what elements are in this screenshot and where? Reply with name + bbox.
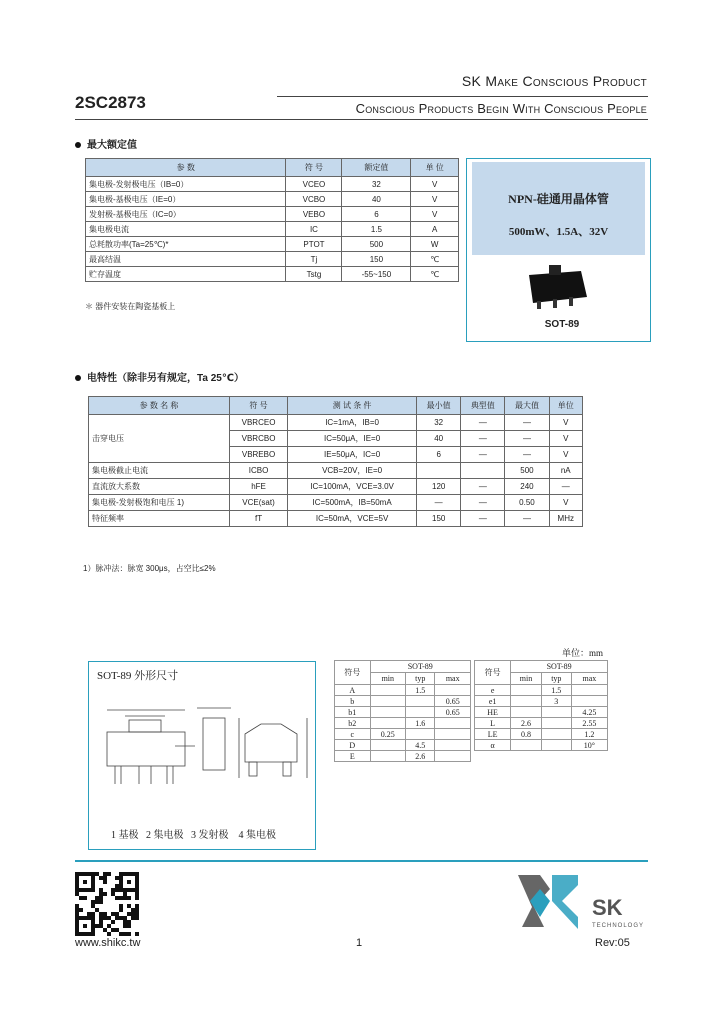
table-cell: 最高结温 [86,252,286,267]
section-max-ratings-title: 最大额定值 [75,136,137,151]
table-cell: D [335,740,371,751]
col-header: max [435,673,471,685]
outline-drawing-box [88,661,316,850]
table-cell: — [461,415,505,431]
package-label: SOT-89 [544,319,580,330]
table-cell: 120 [417,479,461,495]
max-ratings-table [85,158,459,282]
table-cell: 0.50 [505,495,549,511]
table-row [86,267,459,282]
col-header: min [511,673,542,685]
table-row [335,740,471,751]
table-row [89,511,583,527]
table-cell: VCBO [286,192,342,207]
table-cell: ℃ [411,267,459,282]
table-cell: 0.65 [435,696,471,707]
table-cell: 直流放大系数 [89,479,230,495]
table-cell: VCEO [286,177,342,192]
table-cell [571,685,607,696]
table-row [475,696,608,707]
table-cell: 1.2 [571,729,607,740]
table-row [475,729,608,740]
table-cell: 1.5 [342,222,411,237]
table-cell: — [461,447,505,463]
table-cell: 0.65 [435,707,471,718]
table-cell: 150 [417,511,461,527]
page-number: 1 [356,937,363,949]
table-row [89,495,583,511]
table-header: 符 号 [229,397,287,415]
brand-subtitle: TECHNOLOGY [592,923,645,929]
table-cell: 1.5 [541,685,571,696]
table-cell [435,751,471,762]
slogan-bottom: Conscious Products Begin With Conscious People [355,101,647,116]
table-cell: 集电极电流 [86,222,286,237]
table-cell: Tj [286,252,342,267]
table-cell: 1.6 [406,718,435,729]
table-cell: L [475,718,511,729]
table-cell [370,696,406,707]
table-row [475,740,608,751]
table-row [335,718,471,729]
summary-rating: 500mW、1.5A、32V [508,226,609,238]
table-row [86,207,459,222]
footer-rule [75,860,648,862]
table-cell: 40 [342,192,411,207]
table-cell: 32 [342,177,411,192]
max-ratings-note: ＊ 器件安装在陶瓷基板上 [85,302,176,311]
table-cell: 40 [417,431,461,447]
table-cell: 0.25 [370,729,406,740]
symbol-header: 符号 [475,661,511,685]
table-cell: ℃ [411,252,459,267]
table-cell: 集电极截止电流 [89,463,230,479]
table-row [86,222,459,237]
bullet-icon [75,142,81,148]
revision: Rev:05 [595,937,630,949]
table-cell: 集电极-发射极电压（IB=0） [86,177,286,192]
table-cell: MHz [549,511,582,527]
table-cell: V [549,431,582,447]
table-cell: 2.55 [571,718,607,729]
table-cell [370,718,406,729]
table-header: 最小值 [417,397,461,415]
table-cell: E [335,751,371,762]
section-electrical-title: 电特性（除非另有规定，Ta 25℃） [75,369,244,384]
table-cell: 总耗散功率(Ta=25℃)* [86,237,286,252]
table-cell [571,696,607,707]
pin-legend: 1 基极 2 集电极 3 发射极 4 集电极 [111,830,276,841]
sot89-package-icon [519,263,599,313]
table-cell [370,751,406,762]
table-cell [417,463,461,479]
table-cell [435,729,471,740]
table-header: 参 数 名 称 [89,397,230,415]
table-cell: — [461,495,505,511]
table-header: 单 位 [411,159,459,177]
table-row [86,192,459,207]
table-row [89,479,583,495]
table-cell: — [505,431,549,447]
table-header: 符 号 [286,159,342,177]
table-cell: 集电极-发射极饱和电压 1) [89,495,230,511]
bullet-icon [75,375,81,381]
table-header: 典型值 [461,397,505,415]
table-cell: nA [549,463,582,479]
table-cell: V [411,177,459,192]
table-cell: V [411,192,459,207]
table-cell [541,707,571,718]
table-cell: ICBO [229,463,287,479]
table-cell: 10° [571,740,607,751]
table-row [89,463,583,479]
table-header: 测 试 条 件 [288,397,417,415]
brand-name: SK [592,895,623,920]
table-cell: b [335,696,371,707]
table-cell: 6 [417,447,461,463]
table-cell: VBREBO [229,447,287,463]
table-cell: 贮存温度 [86,267,286,282]
col-header: max [571,673,607,685]
table-cell: 0.8 [511,729,542,740]
table-cell [370,685,406,696]
table-cell: 集电极-基极电压（IE=0） [86,192,286,207]
sk-logo-icon [518,871,582,933]
package-header: SOT-89 [370,661,470,673]
col-header: typ [541,673,571,685]
table-row [475,718,608,729]
table-cell: V [549,495,582,511]
table-cell: e1 [475,696,511,707]
table-row [475,707,608,718]
table-cell: 4.25 [571,707,607,718]
table-cell: b2 [335,718,371,729]
table-cell: V [411,207,459,222]
table-cell: VBRCBO [229,431,287,447]
table-cell: 发射极-基极电压（IC=0） [86,207,286,222]
table-header: 参 数 [86,159,286,177]
table-cell: IC [286,222,342,237]
table-cell: 3 [541,696,571,707]
table-cell: e [475,685,511,696]
table-header: 单位 [549,397,582,415]
part-number: 2SC2873 [75,93,146,112]
table-row [335,696,471,707]
table-cell [370,740,406,751]
electrical-table [88,396,583,527]
table-cell [406,696,435,707]
table-cell: — [505,415,549,431]
table-cell: 500 [505,463,549,479]
table-header: 额定值 [342,159,411,177]
table-cell: 1.5 [406,685,435,696]
table-cell: — [549,479,582,495]
dimension-table-left [334,660,471,762]
table-cell: IE=50μA，IC=0 [288,447,417,463]
symbol-header: 符号 [335,661,371,685]
table-row [335,751,471,762]
slogan-top: SK Make Conscious Product [461,73,647,89]
table-cell: — [505,447,549,463]
table-cell: hFE [229,479,287,495]
table-cell: A [335,685,371,696]
table-row [86,237,459,252]
qr-code-icon [75,872,139,936]
table-cell: 2.6 [511,718,542,729]
table-cell [406,707,435,718]
table-cell [461,463,505,479]
table-header: 最大值 [505,397,549,415]
table-cell [370,707,406,718]
table-cell: c [335,729,371,740]
table-cell: IC=500mA，IB=50mA [288,495,417,511]
website-url: www.shikc.tw [75,937,141,949]
table-cell [435,740,471,751]
col-header: typ [406,673,435,685]
table-cell: — [461,479,505,495]
table-cell [435,685,471,696]
table-cell [541,718,571,729]
table-cell: PTOT [286,237,342,252]
table-cell: 6 [342,207,411,222]
table-cell: 击穿电压 [89,415,230,463]
table-cell: IC=50mA，VCE=5V [288,511,417,527]
col-header: min [370,673,406,685]
table-cell: VCB=20V，IE=0 [288,463,417,479]
table-cell: 150 [342,252,411,267]
table-cell: IC=50μA，IE=0 [288,431,417,447]
table-cell: VBRCEO [229,415,287,431]
table-cell: 500 [342,237,411,252]
table-cell: IC=1mA，IB=0 [288,415,417,431]
table-cell [511,685,542,696]
table-cell [541,740,571,751]
table-cell: HE [475,707,511,718]
table-cell: α [475,740,511,751]
table-row [86,177,459,192]
table-cell: V [549,447,582,463]
table-cell: b1 [335,707,371,718]
electrical-note: 1）脉冲法：脉宽 300μs，占空比≤2% [83,564,216,573]
table-cell [435,718,471,729]
table-cell: 240 [505,479,549,495]
table-cell: — [461,511,505,527]
table-cell: LE [475,729,511,740]
table-cell: VEBO [286,207,342,222]
header-rule-thin [277,96,648,97]
outline-title: SOT-89 外形尺寸 [97,670,179,682]
table-cell: 特征频率 [89,511,230,527]
table-row [86,252,459,267]
table-row [335,729,471,740]
table-cell: W [411,237,459,252]
table-cell: — [461,431,505,447]
table-cell: A [411,222,459,237]
table-cell [541,729,571,740]
summary-type: NPN-硅通用晶体管 [508,192,609,206]
table-cell: — [417,495,461,511]
table-cell: — [505,511,549,527]
table-cell: V [549,415,582,431]
table-cell: Tstg [286,267,342,282]
table-cell [511,740,542,751]
table-row [335,685,471,696]
table-row [335,707,471,718]
table-cell: 4.5 [406,740,435,751]
table-cell: 2.6 [406,751,435,762]
package-header: SOT-89 [511,661,608,673]
table-row [475,685,608,696]
table-cell [511,707,542,718]
summary-panel [472,162,645,255]
table-cell [406,729,435,740]
table-cell [511,696,542,707]
table-cell: 32 [417,415,461,431]
table-cell: fT [229,511,287,527]
table-row [89,415,583,431]
product-summary-box [466,158,651,342]
unit-label: 单位：mm [562,648,604,658]
dimension-table-right [474,660,608,751]
table-cell: -55~150 [342,267,411,282]
table-cell: IC=100mA，VCE=3.0V [288,479,417,495]
outline-drawing [95,688,309,818]
header-rule [75,119,648,120]
table-cell: VCE(sat) [229,495,287,511]
